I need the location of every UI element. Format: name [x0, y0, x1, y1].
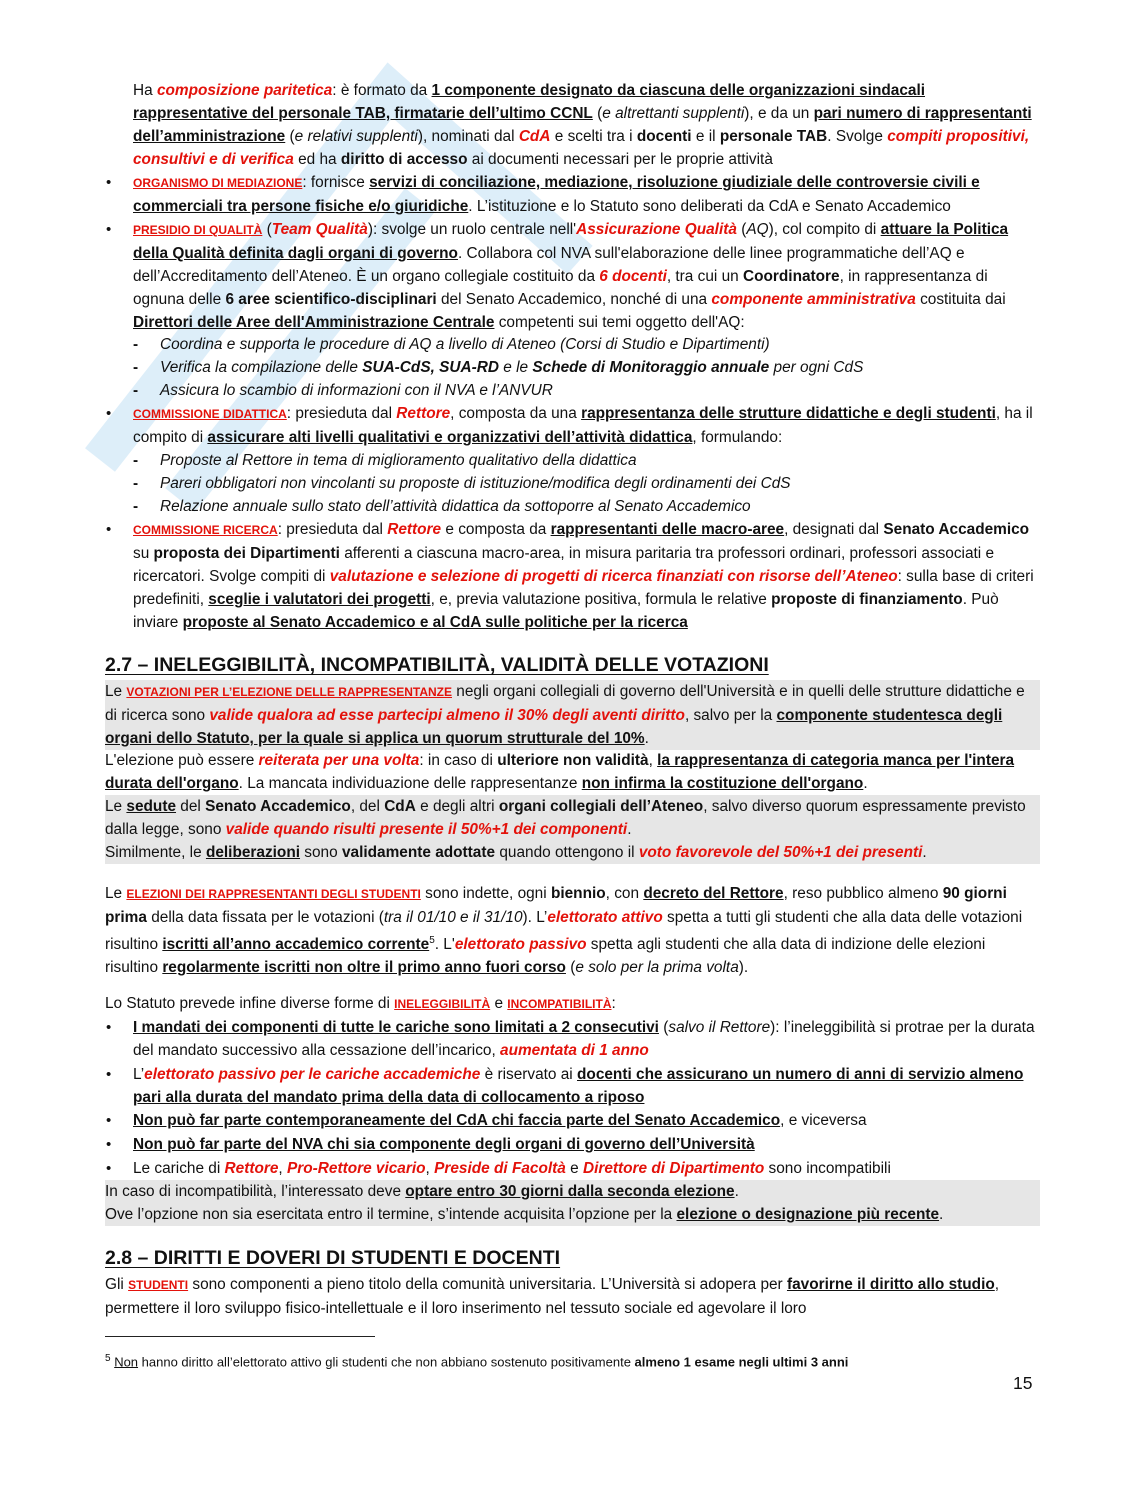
bullet-item-b21	[133, 1157, 1040, 1180]
text-run: afferenti a ciascuna macro-area, in misura paritaria tra professori ordinari, professori associati e ricercatori. Svolge compiti di	[133, 545, 995, 585]
text-run: Verifica la compilazione delle	[160, 359, 363, 376]
text-run: e le	[499, 359, 533, 376]
section-heading-h1: 2.7 – INELEGGIBILITÀ, INCOMPATIBILITÀ, VALIDITÀ DELLE VOTAZIONI	[105, 654, 769, 676]
text-run: elettorato attivo	[547, 909, 663, 926]
text-run: , e, previa valutazione positiva, formula le relative	[430, 591, 772, 608]
text-run: Le	[105, 683, 127, 700]
text-run: .	[922, 844, 927, 861]
text-run: 1 componente designato da ciascuna delle organizzazioni sindacali rappresentative del personale TAB, firmatarie dell’ultimo CCNL	[133, 82, 926, 122]
text-run: proposte al Senato Accademico e al CdA sulle politiche per la ricerca	[182, 614, 688, 631]
text-run: 6 docenti	[599, 268, 667, 285]
text-run: Schede di Monitoraggio annuale	[532, 359, 770, 376]
text-run: Pro-Rettore vicario	[286, 1160, 426, 1177]
text-run: valide quando risulti presente il 50%+1 dei componenti	[225, 821, 628, 838]
text-run: (	[285, 128, 295, 145]
text-run: ed ha	[293, 151, 341, 168]
text-run: Le	[105, 885, 127, 902]
text-run: sono componenti a pieno titolo della comunità universitaria. L’Università si adopera per	[188, 1276, 787, 1293]
text-run: e il	[691, 128, 720, 145]
text-run: Coordina e supporta le procedure di AQ a livello di Ateneo (Corsi di Studio e Dipartimenti)	[160, 336, 770, 353]
text-run: L’	[133, 1066, 145, 1083]
text-run: rappresentanza delle strutture didattiche e degli studenti	[581, 405, 996, 422]
text-run: 6 aree scientifico-disciplinari	[225, 291, 437, 308]
bullet-item-b3	[133, 218, 1040, 334]
text-run: del	[176, 798, 206, 815]
text-run: della data fissata per le votazioni (	[146, 909, 384, 926]
text-run: : è formato da	[332, 82, 432, 99]
text-run: pari numero di rappresentanti dell’amministrazione	[133, 105, 1032, 145]
dash-item-b10	[160, 495, 1040, 518]
text-run: In caso di incompatibilità, l’interessato deve	[105, 1183, 406, 1200]
text-run: e composta da	[441, 521, 551, 538]
text-run: non infirma la costituzione dell'organo	[581, 775, 864, 792]
paragraph-b13	[105, 749, 1040, 795]
text-run: ), e da un	[744, 105, 814, 122]
text-run: favorirne il diritto allo studio	[786, 1276, 995, 1293]
text-run: Rettore	[224, 1160, 279, 1177]
text-run: ,	[648, 752, 658, 769]
text-run: Direttori delle Aree dell'Amministrazione Centrale	[133, 314, 495, 331]
bullet-item-b19	[133, 1109, 1040, 1132]
paragraph-b22	[105, 1180, 1040, 1226]
text-run: rappresentanti delle macro-aree	[550, 521, 785, 538]
text-run: ai documenti necessari per le proprie attività	[467, 151, 773, 168]
text-run: Ha	[133, 82, 157, 99]
text-run: INELEGGIBILITÀ	[394, 997, 491, 1011]
text-run: e solo per la prima volta	[575, 959, 739, 977]
text-run: L'elezione può essere	[105, 752, 259, 769]
text-run: competenti sui temi oggetto dell'AQ:	[494, 314, 745, 331]
text-run: Gli	[105, 1276, 129, 1293]
paragraph-b16	[105, 992, 1040, 1016]
text-run: attuare la Politica della Qualità definita dagli organi di governo	[133, 221, 1009, 262]
text-run: .	[734, 1183, 739, 1200]
section-heading-h2: 2.8 – DIRITTI E DOVERI DI STUDENTI E DOCENTI	[105, 1247, 561, 1269]
text-run: salvo il Rettore	[668, 1019, 771, 1036]
text-run: STUDENTI	[128, 1278, 189, 1292]
text-run: , del	[350, 798, 385, 815]
text-run: ELEZIONI DEI RAPPRESENTANTI DEGLI STUDENTI	[126, 887, 421, 901]
text-run: e	[490, 995, 508, 1012]
text-run: spetta agli studenti che alla data di indizione delle elezioni risultino	[105, 936, 986, 977]
text-run: , in rappresentanza di ognuna delle	[133, 268, 988, 308]
text-run: decreto del Rettore	[643, 885, 784, 902]
text-run: ). L’	[522, 909, 548, 926]
text-run: , salvo per la	[684, 707, 777, 724]
text-run: validamente adottate	[341, 844, 496, 861]
text-run: , ha il compito di	[133, 405, 1033, 446]
text-run: la rappresentanza di categoria manca per l'intera durata dell'organo	[105, 752, 1015, 792]
paragraph-b15	[105, 882, 1040, 979]
text-run: voto favorevole del 50%+1 dei presenti	[638, 844, 923, 861]
text-run: .	[863, 775, 868, 792]
text-run: Direttore di Dipartimento	[582, 1160, 765, 1177]
text-run: . La mancata individuazione delle rappresentanze	[238, 775, 582, 792]
text-run: è riservato ai	[480, 1066, 578, 1083]
text-run: e degli altri	[415, 798, 499, 815]
text-run: ulteriore non validità	[497, 752, 649, 769]
text-run: , composta da una	[450, 405, 582, 422]
text-run: negli organi collegiali di governo dell'Università e in quelli delle strutture didattiche e di ricerca sono	[105, 683, 1025, 724]
text-run: Proposte al Rettore in tema di miglioramento qualitativo della didattica	[160, 452, 637, 469]
text-run: (	[565, 959, 576, 977]
text-run: e	[565, 1160, 583, 1177]
text-run: , reso pubblico almeno	[783, 885, 943, 902]
text-run: costituita dai	[915, 291, 1006, 308]
text-run: proposta dei Dipartimenti	[153, 545, 340, 562]
footnote-number: 5	[105, 1353, 111, 1364]
text-run: sono indette, ogni	[420, 885, 551, 902]
text-run: : presieduta dal	[286, 405, 397, 422]
text-run: sono incompatibili	[764, 1160, 891, 1177]
text-run: proposte di finanziamento	[771, 591, 963, 608]
text-run: del Senato Accademico, nonché di una	[436, 291, 712, 308]
text-run: Coordinatore	[742, 268, 840, 285]
text-run: AQ	[746, 221, 769, 238]
bullet-item-b17	[133, 1016, 1040, 1062]
dash-item-b5	[160, 356, 1040, 379]
text-run: elettorato passivo per le cariche accademiche	[144, 1066, 481, 1083]
text-run: COMMISSIONE RICERCA	[133, 523, 278, 537]
text-run: e altrettanti supplenti	[602, 105, 745, 122]
text-run: 90 giorni prima	[105, 885, 1007, 926]
text-run: (	[658, 1019, 669, 1036]
bullet-item-b20	[133, 1133, 1040, 1156]
bullet-item-b11	[133, 518, 1040, 634]
text-run: Preside di Facoltà	[434, 1160, 566, 1177]
text-run: . Svolge	[827, 128, 888, 145]
text-run: , salvo diverso quorum espressamente previsto dalla legge, sono	[105, 798, 1026, 838]
text-run: Lo Statuto prevede infine diverse forme di	[105, 995, 395, 1012]
text-run: . L'	[434, 936, 455, 954]
text-run: Assicurazione Qualità	[576, 221, 737, 238]
text-run: deliberazioni	[205, 844, 301, 861]
text-run: . Collabora col NVA sull'elaborazione delle linee programmatiche dell’AQ e dell’Accreditamento dell’Ateneo. È un organo collegiale costituito da	[133, 245, 965, 285]
text-run: Senato Accademico	[205, 798, 351, 815]
text-run: (	[262, 221, 272, 238]
text-run: sceglie i valutatori dei progetti	[208, 591, 431, 608]
text-run: , permettere il loro sviluppo fisico-intellettuale e il loro inserimento nel tessuto sociale ed agevolare il loro	[105, 1276, 1000, 1317]
text-run: : in caso di	[419, 752, 498, 769]
text-run: Ove l’opzione non sia esercitata entro il termine, s’intende acquisita l’opzione per la	[105, 1206, 677, 1223]
paragraph-b12	[105, 680, 1040, 750]
text-run: : presieduta dal	[277, 521, 388, 538]
text-run: organi collegiali dell’Ateneo	[498, 798, 704, 815]
text-run: tra il 01/10 e il 31/10	[383, 909, 523, 926]
text-run: Non	[114, 1354, 139, 1370]
text-run: VOTAZIONI PER L’ELEZIONE DELLE RAPPRESENTANZE	[126, 685, 452, 699]
text-run: Similmente, le	[105, 844, 206, 861]
text-run: servizi di conciliazione, mediazione, risoluzione giudiziale delle controversie civili e commerciali tra persone fisiche e/o giuridiche	[133, 174, 980, 215]
text-run: diritto di accesso	[340, 151, 468, 168]
text-run: ): l’ineleggibilità si protrae per la durata del mandato successivo alla cessazione dell’incarico,	[133, 1019, 1035, 1059]
text-run: : fornisce	[302, 174, 370, 191]
paragraph-b23	[105, 1273, 1040, 1320]
text-run: . L’istituzione e lo Statuto sono deliberati da CdA e Senato Accademico	[468, 198, 951, 215]
text-run: Rettore	[387, 521, 442, 538]
text-run: valutazione e selezione di progetti di ricerca finanziati con risorse dell’Ateneo	[329, 568, 898, 585]
text-run: quando ottengono il	[495, 844, 639, 861]
text-run: Team Qualità	[271, 221, 368, 238]
text-run: e scelti tra i	[550, 128, 637, 145]
text-run: compiti propositivi, consultivi e di verifica	[133, 128, 1030, 168]
text-run: COMMISSIONE DIDATTICA	[133, 407, 287, 421]
text-run: Pareri obbligatori non vincolanti su proposte di istituzione/modifica degli ordinamenti dei CdS	[160, 475, 791, 492]
text-run: : sulla base di criteri predefiniti,	[133, 568, 1034, 608]
text-run: biennio	[550, 885, 606, 902]
dash-item-b4	[160, 333, 1040, 356]
text-run: ,	[425, 1160, 435, 1177]
paragraph-b14	[105, 795, 1040, 864]
text-run: Assicura lo scambio di informazioni con il NVA e l’ANVUR	[160, 382, 553, 399]
text-run: .	[627, 821, 632, 838]
text-run: Rettore	[396, 405, 451, 422]
text-run: CdA	[518, 128, 551, 145]
paragraph-b1	[133, 79, 1040, 171]
bullet-item-b18	[133, 1063, 1040, 1109]
text-run: regolarmente iscritti non oltre il primo anno fuori corso	[162, 959, 566, 977]
text-run: Senato Accademico	[883, 521, 1030, 538]
text-run: assicurare alti livelli qualitativi e organizzativi dell’attività didattica	[207, 429, 693, 446]
text-run: :	[611, 995, 616, 1012]
text-run: . Può inviare	[133, 591, 999, 631]
text-run: (	[736, 221, 747, 238]
text-run: Le	[105, 798, 127, 815]
text-run: elettorato passivo	[454, 936, 587, 954]
text-run: su	[133, 545, 154, 562]
footnote-text	[111, 1354, 849, 1369]
text-run: optare entro 30 giorni dalla seconda elezione	[405, 1183, 735, 1200]
text-run: docenti	[636, 128, 692, 145]
text-run: aumentata di 1 anno	[500, 1042, 649, 1059]
text-run: .	[939, 1206, 944, 1223]
text-run: hanno diritto all’elettorato attivo gli studenti che non abbiano sostenuto positivamente	[138, 1354, 635, 1370]
text-run: ), col compito di	[768, 221, 881, 238]
text-run: sedute	[126, 798, 177, 815]
footnote-separator	[105, 1336, 375, 1337]
dash-item-b8	[160, 449, 1040, 472]
text-run: Le cariche di	[133, 1160, 225, 1177]
text-run: , con	[605, 885, 644, 902]
text-run: SUA-CdS, SUA-RD	[362, 359, 499, 376]
text-run: PRESIDIO DI QUALITÀ	[133, 223, 263, 237]
text-run: CdA	[384, 798, 416, 815]
text-run: componente studentesca degli organi dello Statuto, per la quale si applica un quorum strutturale del 10%	[105, 707, 1003, 747]
text-run: INCOMPATIBILITÀ	[507, 997, 612, 1011]
text-run: composizione paritetica	[156, 82, 333, 99]
text-run: personale TAB	[719, 128, 828, 145]
text-run: iscritti all’anno accademico corrente	[162, 936, 430, 954]
text-run: ORGANISMO DI MEDIAZIONE	[133, 176, 303, 190]
text-run: I mandati dei componenti di tutte le cariche sono limitati a 2 consecutivi	[133, 1019, 659, 1036]
text-run: spetta a tutti gli studenti che alla data delle votazioni risultino	[105, 909, 1023, 954]
footnote-5	[105, 1350, 1040, 1370]
text-run: (	[592, 105, 603, 122]
text-run: , formulando:	[692, 429, 783, 446]
text-run: sono	[300, 844, 342, 861]
text-run: ).	[738, 959, 749, 977]
text-run: .	[644, 730, 649, 747]
text-run: Relazione annuale sullo stato dell’attività didattica da sottoporre al Senato Accademico	[160, 498, 751, 515]
text-run: , designati dal	[784, 521, 884, 538]
text-run: per ogni CdS	[769, 359, 864, 376]
text-run: e relativi supplenti	[294, 128, 418, 145]
text-run: elezione o designazione più recente	[676, 1206, 940, 1223]
bullet-item-b2	[133, 171, 1040, 218]
text-run: 5	[429, 935, 435, 946]
dash-item-b9	[160, 472, 1040, 495]
page-number: 15	[1013, 1373, 1033, 1393]
text-run: , e viceversa	[780, 1112, 867, 1129]
text-run: docenti che assicurano un numero di anni di servizio almeno pari alla durata del mandato prima della data di collocamento a riposo	[133, 1066, 1024, 1106]
text-run: reiterata per una volta	[258, 752, 420, 769]
text-run: Non può far parte contemporaneamente del CdA chi faccia parte del Senato Accademico	[133, 1112, 781, 1129]
dash-item-b6	[160, 379, 1040, 402]
text-run: Non può far parte del NVA chi sia componente degli organi di governo dell’Università	[133, 1136, 755, 1153]
text-run: almeno 1 esame negli ultimi 3 anni	[634, 1354, 849, 1370]
text-run: ), nominati dal	[417, 128, 519, 145]
bullet-item-b7	[133, 402, 1040, 449]
text-run: valide qualora ad esse partecipi almeno il 30% degli aventi diritto	[209, 707, 685, 724]
text-run: , tra cui un	[666, 268, 743, 285]
text-run: ,	[278, 1160, 287, 1177]
text-run: componente amministrativa	[711, 291, 916, 308]
text-run: ): svolge un ruolo centrale nell'	[367, 221, 577, 238]
